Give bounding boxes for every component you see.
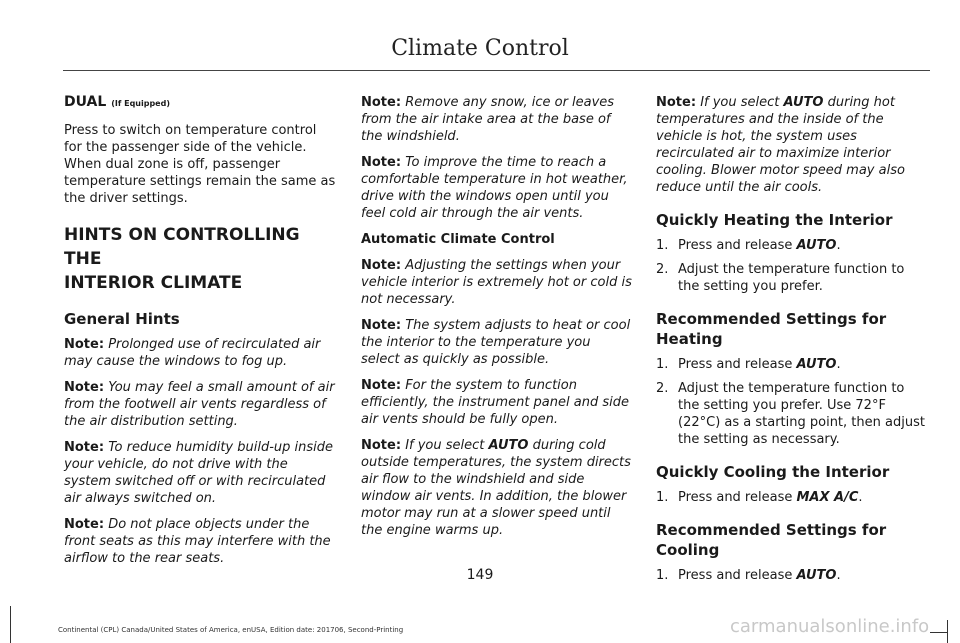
column-1 xyxy=(64,94,336,576)
note-label: Note: xyxy=(64,517,105,532)
note-label: Note: xyxy=(361,318,402,333)
hints-heading-line-1: HINTS ON CONTROLLING THE xyxy=(64,225,300,269)
note-text: For the system to function efficiently, the instrument panel and side air vents should be fully open. xyxy=(361,378,629,427)
note-paragraph xyxy=(361,377,633,428)
note-text: To improve the time to reach a comfortable temperature in hot weather, drive with the windows open until you feel cold air through the air vents. xyxy=(361,155,628,221)
auto-keyword: AUTO xyxy=(796,568,837,583)
dual-body: Press to switch on temperature control for the passenger side of the vehicle. When dual zone is off, passenger temperature settings remain the same as the driver settings. xyxy=(64,123,336,206)
crop-mark xyxy=(947,620,948,643)
list-text: Press and release xyxy=(678,490,793,505)
list-tail: . xyxy=(836,568,841,583)
note-paragraph xyxy=(361,257,633,308)
max-ac-keyword: MAX A/C xyxy=(796,490,859,505)
note-paragraph xyxy=(64,439,336,507)
hints-heading xyxy=(64,223,336,295)
recommended-cooling-heading: Recommended Settings for Cooling xyxy=(656,521,887,559)
note-text: To reduce humidity build-up inside your vehicle, do not drive with the system switched off or with recirculated air always switched on. xyxy=(64,440,334,506)
recommended-heating-heading: Recommended Settings for Heating xyxy=(656,310,887,348)
note-paragraph xyxy=(64,516,336,567)
note-text: Adjusting the settings when your vehicle interior is extremely hot or cold is not necessary. xyxy=(361,258,632,307)
note-label: Note: xyxy=(64,380,105,395)
note-label: Note: xyxy=(361,438,402,453)
list-item xyxy=(656,261,928,295)
note-text-post: during cold outside temperatures, the system directs air flow to the windshield and side window air vents. In addition, the blower motor may run at a slower speed until the engine warms up. xyxy=(361,438,631,538)
note-paragraph xyxy=(361,94,633,145)
list-text: Adjust the temperature function to the setting you prefer. xyxy=(678,262,905,294)
note-paragraph xyxy=(64,336,336,370)
note-label: Note: xyxy=(64,337,105,352)
note-text: Do not place objects under the front seats as this may interfere with the airflow to the rear seats. xyxy=(64,517,331,566)
note-label: Note: xyxy=(64,440,105,455)
note-text: Remove any snow, ice or leaves from the air intake area at the base of the windshield. xyxy=(361,95,615,144)
dual-title: DUAL xyxy=(64,94,107,110)
list-number: 1. xyxy=(656,490,669,505)
list-text: Press and release xyxy=(678,568,793,583)
crop-mark xyxy=(930,632,947,633)
note-text-pre: If you select xyxy=(700,95,780,110)
note-label: Note: xyxy=(361,155,402,170)
auto-keyword: AUTO xyxy=(783,95,824,110)
list-number: 1. xyxy=(656,568,669,583)
note-label: Note: xyxy=(656,95,697,110)
auto-keyword: AUTO xyxy=(488,438,529,453)
list-text: Adjust the temperature function to the setting you prefer. Use 72°F (22°C) as a starting point, then adjust the setting as necessary. xyxy=(678,381,925,447)
list-item xyxy=(656,380,928,448)
note-text: The system adjusts to heat or cool the interior to the temperature you select as quickly as possible. xyxy=(361,318,631,367)
note-paragraph xyxy=(64,379,336,430)
note-paragraph xyxy=(361,317,633,368)
list-number: 2. xyxy=(656,381,669,396)
column-2 xyxy=(361,94,633,548)
list-item xyxy=(656,237,928,254)
general-hints-heading: General Hints xyxy=(64,310,180,328)
list-tail: . xyxy=(836,357,841,372)
automatic-climate-control-heading: Automatic Climate Control xyxy=(361,232,555,247)
watermark: carmanualsonline.info xyxy=(730,616,930,637)
list-text: Press and release xyxy=(678,238,793,253)
list-item xyxy=(656,356,928,373)
list-tail: . xyxy=(858,490,863,505)
hints-heading-line-2: INTERIOR CLIMATE xyxy=(64,273,243,293)
auto-keyword: AUTO xyxy=(796,357,837,372)
quickly-cooling-heading: Quickly Cooling the Interior xyxy=(656,463,890,481)
note-label: Note: xyxy=(361,258,402,273)
quickly-heating-heading: Quickly Heating the Interior xyxy=(656,211,893,229)
list-tail: . xyxy=(836,238,841,253)
note-label: Note: xyxy=(361,378,402,393)
list-number: 1. xyxy=(656,357,669,372)
note-label: Note: xyxy=(361,95,402,110)
header-divider xyxy=(63,70,930,71)
list-text: Press and release xyxy=(678,357,793,372)
column-3 xyxy=(656,94,928,591)
note-text: You may feel a small amount of air from the footwell air vents regardless of the air distribution setting. xyxy=(64,380,335,429)
crop-mark xyxy=(10,606,11,643)
note-paragraph-auto-cold xyxy=(361,437,633,539)
note-text-post: during hot temperatures and the inside of the vehicle is hot, the system uses recirculated air to maximize interior cooling. Blower motor speed may also reduce until the air cools. xyxy=(656,95,905,195)
note-paragraph-auto-hot xyxy=(656,94,928,196)
note-text: Prolonged use of recirculated air may cause the windows to fog up. xyxy=(64,337,321,369)
page-number: 149 xyxy=(466,567,494,583)
dual-if-equipped: (If Equipped) xyxy=(111,99,170,108)
auto-keyword: AUTO xyxy=(796,238,837,253)
note-paragraph xyxy=(361,154,633,222)
list-number: 1. xyxy=(656,238,669,253)
page-header-title: Climate Control xyxy=(391,36,569,61)
note-text-pre: If you select xyxy=(405,438,485,453)
dual-heading xyxy=(64,94,336,112)
edition-footer: Continental (CPL) Canada/United States of America, enUSA, Edition date: 201706, Second-Printing xyxy=(58,626,404,634)
list-item xyxy=(656,489,928,506)
list-number: 2. xyxy=(656,262,669,277)
